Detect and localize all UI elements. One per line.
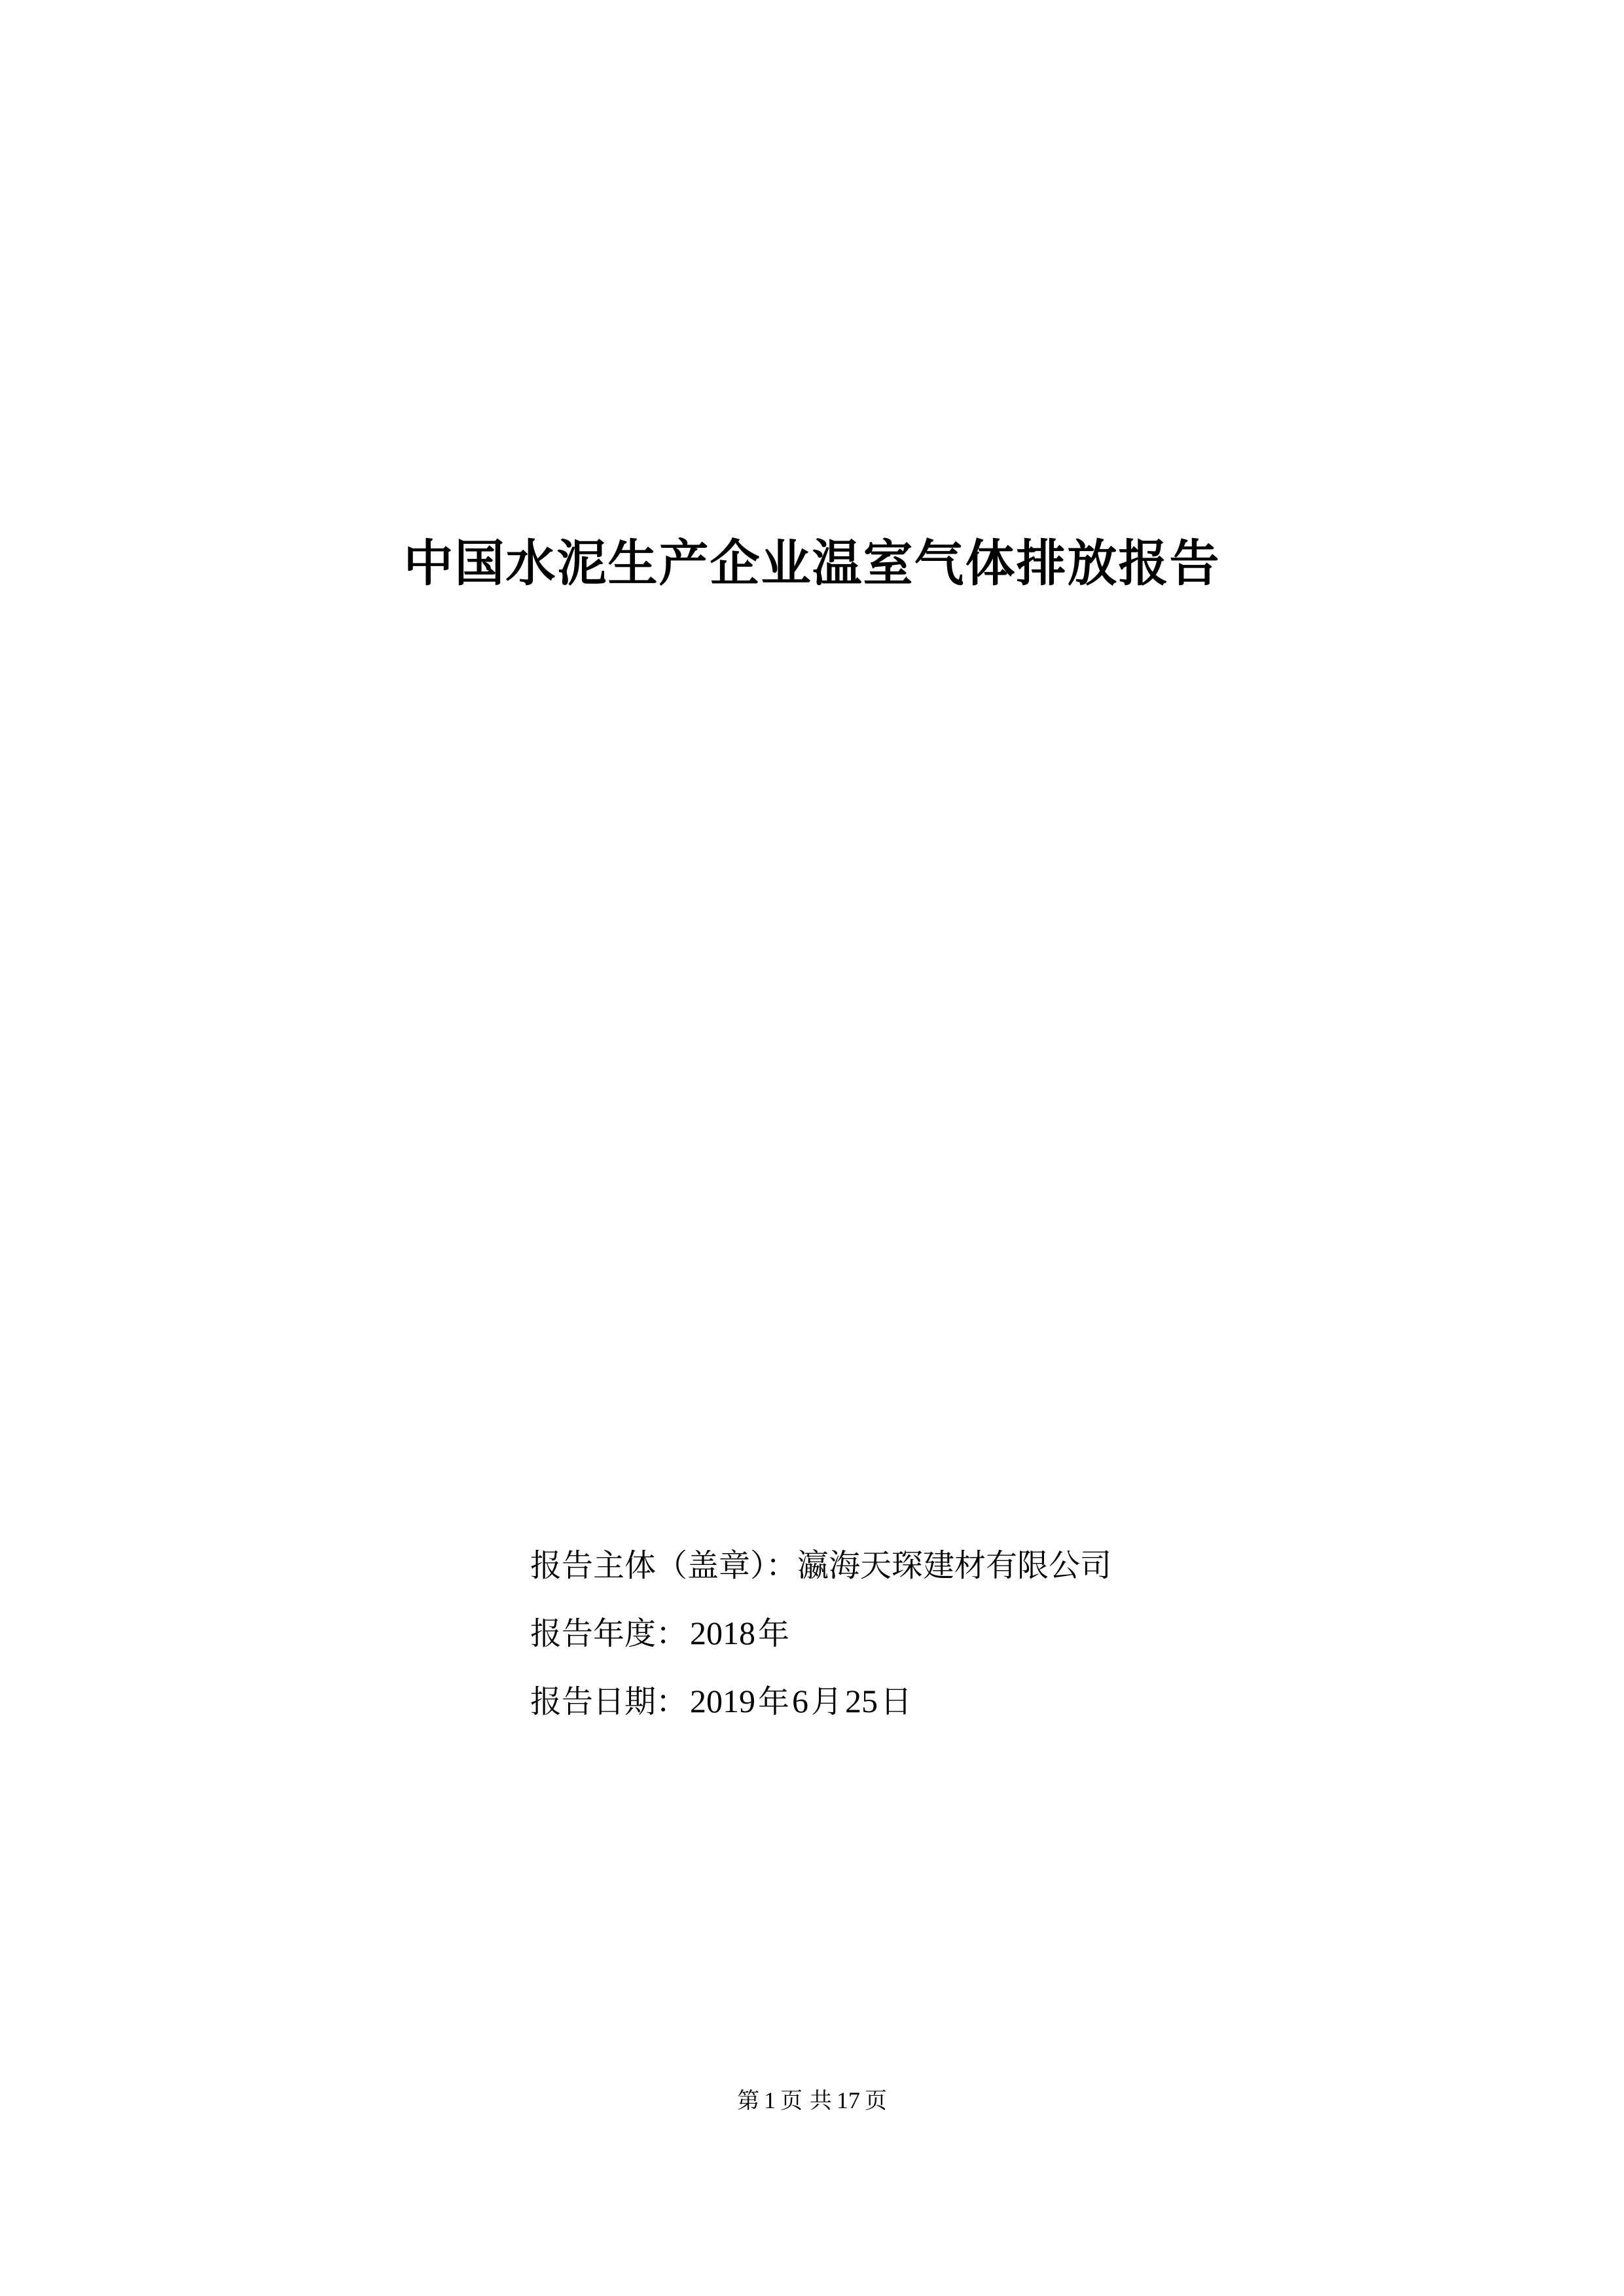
report-entity-line: [530, 1532, 1447, 1600]
footer-prefix: 第: [737, 2088, 760, 2114]
report-entity-value: 瀛海天琛建材有限公司: [797, 1547, 1112, 1584]
report-date-month: 6: [792, 1683, 809, 1719]
report-date-year: 2019: [690, 1683, 756, 1719]
footer-total-pages: 17: [836, 2087, 860, 2113]
report-year-line: [530, 1600, 1447, 1668]
page-footer: [0, 2083, 1624, 2115]
report-year-unit: 年: [758, 1615, 790, 1652]
footer-current-page: 1: [764, 2087, 776, 2113]
report-date-label: 报告日期：: [530, 1683, 688, 1720]
report-year-value: 2018: [690, 1615, 756, 1651]
report-entity-label: 报告主体（盖章）：: [530, 1547, 798, 1584]
report-date-day: 25: [845, 1683, 878, 1719]
footer-middle: 页 共: [780, 2088, 832, 2114]
report-date-month-unit: 月: [811, 1683, 843, 1720]
report-date-year-unit: 年: [758, 1683, 790, 1720]
report-year-label: 报告年度：: [530, 1615, 688, 1652]
report-date-line: [530, 1668, 1447, 1736]
page-title: 中国水泥生产企业温室气体排放报告: [403, 534, 1221, 592]
cover-meta-block: [530, 1532, 1447, 1736]
report-date-day-unit: 日: [880, 1683, 912, 1720]
footer-suffix: 页: [864, 2088, 887, 2114]
